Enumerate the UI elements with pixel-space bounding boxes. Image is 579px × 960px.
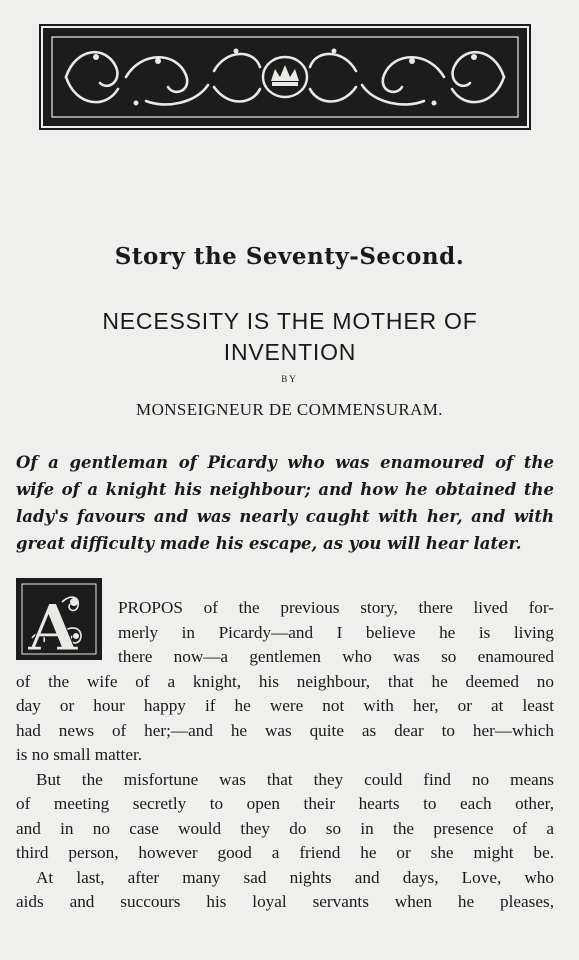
body-line: is no small matter.: [16, 745, 143, 764]
body-line: At last, after many sad nights and days, Love, who: [36, 867, 554, 887]
story-title: Story the Seventy-Second.: [114, 243, 465, 270]
story-synopsis: [16, 449, 554, 557]
story-subtitle: NECESSITY IS THE MOTHER OF INVENTION: [102, 308, 478, 365]
story-body: [16, 596, 554, 915]
byline: BY: [281, 374, 298, 384]
author-name: MONSEIGNEUR DE COMMENSURAM.: [136, 400, 443, 419]
body-line: But the misfortune was that they could find no means: [36, 769, 554, 789]
synopsis-line: Of a gentleman of Picardy who was enamoured of the: [16, 453, 554, 472]
drop-cap-letter: A: [28, 591, 78, 658]
body-line: of meeting secretly to open their hearts to each other,: [16, 794, 554, 813]
synopsis-line: lady's favours and was nearly caught with her, and with: [16, 507, 554, 526]
body-line: had news of her;—and he was quite as dear to her—which: [16, 720, 554, 740]
floral-scroll-ornament-icon: [46, 31, 524, 123]
body-line: there now—a gentlemen who was so enamoured: [118, 647, 554, 666]
body-line: of the wife of a knight, his neighbour, that he deemed no: [16, 671, 554, 691]
body-line: day or hour happy if he were not with her, or at least: [16, 696, 554, 715]
body-line: aids and succours his loyal servants when he pleases,: [16, 892, 554, 911]
ornamental-headpiece: [43, 28, 527, 126]
body-line: and in no case would they do so in the presence of a: [16, 818, 554, 838]
synopsis-line: great difficulty made his escape, as you will hear later.: [16, 534, 522, 553]
body-line: third person, however good a friend he or she might be.: [16, 843, 554, 862]
synopsis-line: wife of a knight his neighbour; and how he obtained the: [16, 480, 554, 499]
body-line: PROPOS of the previous story, there lived for-: [118, 598, 554, 617]
body-line: merly in Picardy—and I believe he is living: [118, 622, 554, 642]
